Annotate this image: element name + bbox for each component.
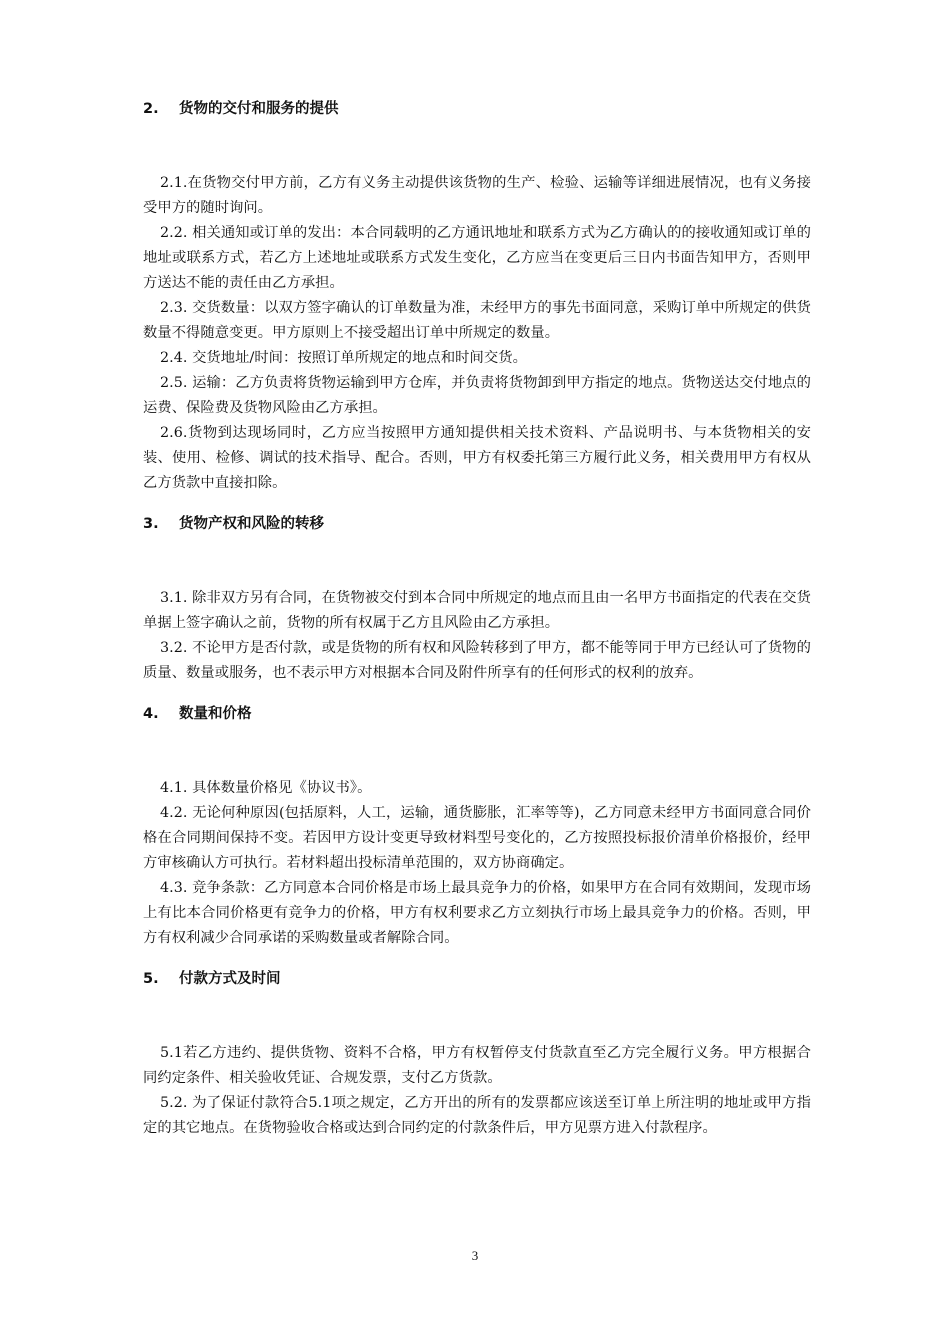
- section-number: 3.: [143, 516, 159, 532]
- section-3: [143, 511, 811, 701]
- clause-2-2: 2.2. 相关通知或订单的发出：本合同载明的乙方通讯地址和联系方式为乙方确认的的接收通知或订单的地址或联系方式，若乙方上述地址或联系方式发生变化，乙方应当在变更后三日内书面告知甲方，否则甲方送达不能的责任由乙方承担。: [143, 225, 811, 291]
- clause-3-1: 3.1. 除非双方另有合同，在货物被交付到本合同中所规定的地点而且由一名甲方书面指定的代表在交货单据上签字确认之前，货物的所有权属于乙方且风险由乙方承担。: [143, 590, 811, 631]
- clause-4-3: 4.3. 竞争条款：乙方同意本合同价格是市场上最具竞争力的价格，如果甲方在合同有效期间，发现市场上有比本合同价格更有竞争力的价格，甲方有权利要求乙方立刻执行市场上最具竞争力的价格。否则，甲方有权利减少合同承诺的采购数量或者解除合同。: [143, 880, 811, 946]
- section-5: [143, 966, 811, 1141]
- section-gap: [143, 727, 811, 776]
- clause-2-5: 2.5. 运输：乙方负责将货物运输到甲方仓库，并负责将货物卸到甲方指定的地点。货物送达交付地点的运费、保险费及货物风险由乙方承担。: [143, 375, 811, 416]
- section-title-text: 货物的交付和服务的提供: [179, 101, 339, 117]
- section-title-text: 货物产权和风险的转移: [179, 516, 324, 532]
- section-gap: [143, 951, 811, 966]
- clause-2-1: 2.1.在货物交付甲方前，乙方有义务主动提供该货物的生产、检验、运输等详细进展情况，也有义务接受甲方的随时询问。: [143, 175, 811, 216]
- section-number: 2.: [143, 101, 159, 117]
- section-gap: [143, 496, 811, 511]
- clause-2-4: 2.4. 交货地址/时间：按照订单所规定的地点和时间交货。: [160, 350, 527, 366]
- clause-3-2: 3.2. 不论甲方是否付款，或是货物的所有权和风险转移到了甲方，都不能等同于甲方已经认可了货物的质量、数量或服务，也不表示甲方对根据本合同及附件所享有的任何形式的权利的放弃。: [143, 640, 811, 681]
- section-gap: [143, 122, 811, 171]
- section-gap: [143, 537, 811, 586]
- section-gap: [143, 686, 811, 701]
- section-2: [143, 96, 811, 511]
- section-heading: [143, 966, 811, 992]
- clause-4-2: 4.2. 无论何种原因(包括原料，人工，运输，通货膨胀，汇率等等)，乙方同意未经甲方书面同意合同价格在合同期间保持不变。若因甲方设计变更导致材料型号变化的，乙方按照投标报价清单价格报价，经甲方审核确认方可执行。若材料超出投标清单范围的，双方协商确定。: [143, 805, 811, 871]
- section-heading: [143, 701, 811, 727]
- document-content: [143, 96, 811, 1141]
- section-title-text: 付款方式及时间: [179, 971, 281, 987]
- section-heading: [143, 511, 811, 537]
- clause-2-3: 2.3. 交货数量：以双方签字确认的订单数量为准，未经甲方的事先书面同意，采购订单中所规定的供货数量不得随意变更。甲方原则上不接受超出订单中所规定的数量。: [143, 300, 811, 341]
- section-number: 4.: [143, 706, 159, 722]
- clause-4-1: 4.1. 具体数量价格见《协议书》。: [160, 780, 372, 796]
- clause-2-6: 2.6.货物到达现场同时，乙方应当按照甲方通知提供相关技术资料、产品说明书、与本货物相关的安装、使用、检修、调试的技术指导、配合。否则，甲方有权委托第三方履行此义务，相关费用甲方有权从乙方货款中直接扣除。: [143, 425, 811, 491]
- section-heading: [143, 96, 811, 122]
- clause-5-2: 5.2. 为了保证付款符合5.1项之规定，乙方开出的所有的发票都应该送至订单上所注明的地址或甲方指定的其它地点。在货物验收合格或达到合同约定的付款条件后，甲方见票方进入付款程序。: [143, 1095, 811, 1136]
- section-number: 5.: [143, 971, 159, 987]
- section-title-text: 数量和价格: [179, 706, 252, 722]
- section-4: [143, 701, 811, 966]
- page-number: 3: [471, 1248, 479, 1263]
- section-gap: [143, 992, 811, 1041]
- clause-5-1: 5.1若乙方违约、提供货物、资料不合格，甲方有权暂停支付货款直至乙方完全履行义务。甲方根据合同约定条件、相关验收凭证、合规发票，支付乙方货款。: [143, 1045, 811, 1086]
